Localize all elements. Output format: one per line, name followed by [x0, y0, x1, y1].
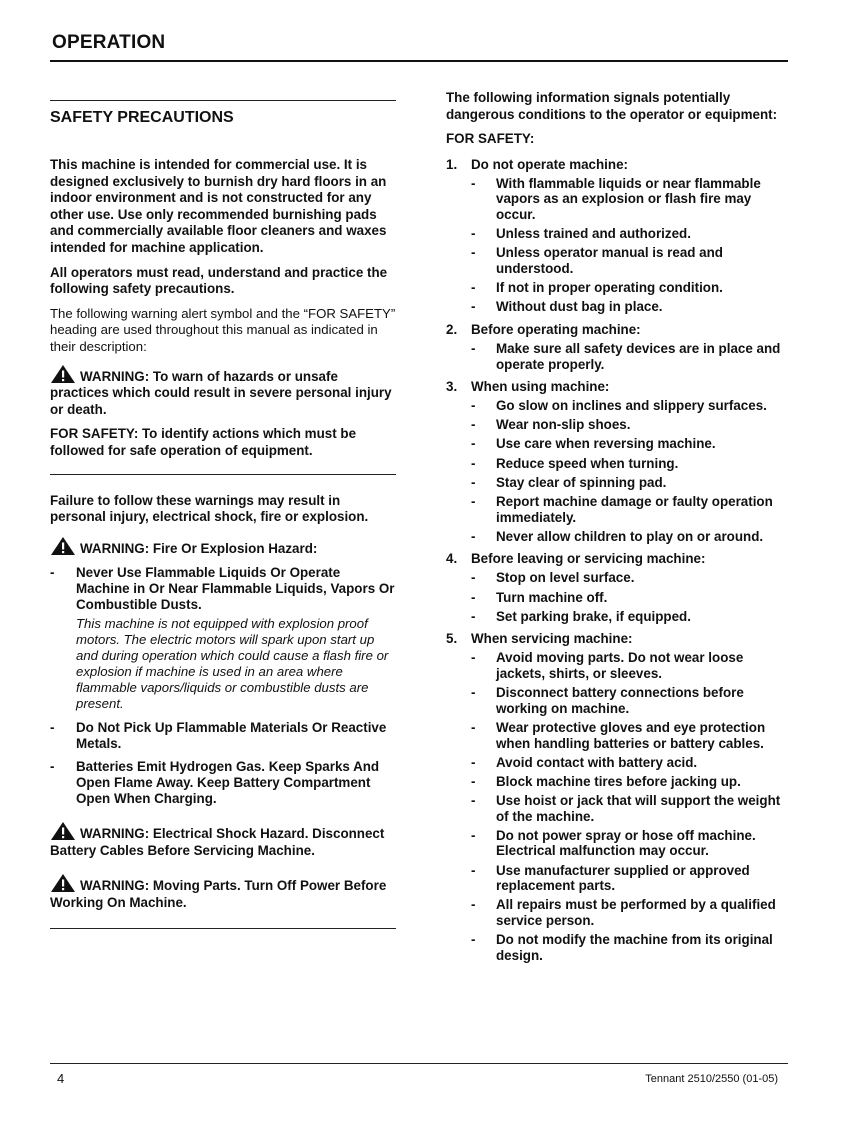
dash-marker: - [471, 175, 476, 191]
group-number: 2. [446, 321, 458, 337]
safety-sub-list [446, 398, 791, 544]
safety-item [471, 436, 791, 452]
dash-marker: - [471, 589, 476, 605]
group-title: When using machine: [471, 379, 610, 395]
safety-item [471, 417, 791, 433]
shock-warning-text: WARNING: Electrical Shock Hazard. Disconnect Battery Cables Before Servicing Machine. [50, 826, 385, 858]
group-number: 3. [446, 379, 458, 395]
safety-group [446, 322, 791, 372]
safety-sub-list [446, 341, 791, 372]
section-rule-bottom [50, 928, 396, 929]
safety-item-text: Without dust bag in place. [496, 299, 663, 315]
safety-item-text: Never allow children to play on or around. [496, 528, 764, 544]
intro-paragraph: This machine is intended for commercial use. It is designed exclusively to burnish dry hard floors in an indoor environment and is not constructed for any other use. Use only recommended burnishing pads and commercially available floor cleaners and waxes intended for machine application. [50, 157, 387, 255]
dash-marker: - [471, 685, 476, 701]
for-safety-definition: FOR SAFETY: To identify actions which must be followed for safe operation of equipment. [50, 426, 357, 458]
dash-marker: - [471, 827, 476, 843]
dash-marker: - [471, 455, 476, 471]
dash-marker: - [471, 570, 476, 586]
safety-item-text: With flammable liquids or near flammable vapors as an explosion or flash fire may occur. [496, 175, 761, 222]
group-title: Before leaving or servicing machine: [471, 551, 706, 567]
symbol-note: The following warning alert symbol and the “FOR SAFETY” heading are used throughout this manual as indicated in their description: [50, 305, 396, 354]
warning-definition-text: WARNING: To warn of hazards or unsafe practices which could result in severe personal injury or death. [50, 368, 392, 417]
fire-item-text: Do Not Pick Up Flammable Materials Or Reactive Metals. [76, 720, 387, 752]
warning-definition [50, 364, 396, 419]
safety-item [471, 590, 791, 606]
safety-item [471, 685, 791, 716]
safety-group-heading [446, 551, 791, 567]
safety-item [471, 245, 791, 276]
dash-marker: - [471, 417, 476, 433]
fire-item-text: Batteries Emit Hydrogen Gas. Keep Sparks And Open Flame Away. Keep Battery Compartment Open When Charging. [76, 759, 380, 807]
safety-item [471, 774, 791, 790]
safety-item-text: Use manufacturer supplied or approved replacement parts. [496, 862, 750, 894]
warning-triangle-icon [50, 364, 76, 384]
dash-marker: - [471, 474, 476, 490]
safety-sub-list [446, 176, 791, 315]
group-number: 1. [446, 156, 458, 172]
safety-item-text: Wear non‑slip shoes. [496, 417, 631, 433]
warning-triangle-icon [50, 821, 76, 841]
safety-sub-list [446, 650, 791, 963]
shock-warning [50, 821, 396, 859]
safety-group [446, 631, 791, 963]
group-number: 5. [446, 631, 458, 647]
dash-marker: - [471, 608, 476, 624]
safety-item [471, 755, 791, 771]
safety-item-text: Wear protective gloves and eye protection when handling batteries or battery cables. [496, 719, 766, 751]
dash-marker: - [471, 280, 476, 296]
left-column [50, 100, 396, 929]
fire-warning [50, 536, 396, 558]
dash-marker: - [50, 759, 55, 775]
group-title: Before operating machine: [471, 321, 641, 337]
safety-item-text: Avoid moving parts. Do not wear loose jackets, shirts, or sleeves. [496, 650, 744, 681]
safety-item [471, 720, 791, 751]
safety-item [471, 226, 791, 242]
safety-item-text: Block machine tires before jacking up. [496, 773, 741, 789]
safety-item-text: Unless operator manual is read and understood. [496, 245, 723, 276]
dash-marker: - [471, 754, 476, 770]
safety-group [446, 157, 791, 315]
dash-marker: - [471, 719, 476, 735]
safety-item [471, 863, 791, 894]
fire-note: This machine is not equipped with explosion proof motors. The electric motors will spark upon start up and during operation which could cause a flash fire or explosion if machine is used in an area where flammable vapors/liquids or combustible dusts are present. [76, 616, 389, 712]
fire-warning-text: WARNING: Fire Or Explosion Hazard: [80, 540, 318, 556]
group-title: Do not operate machine: [471, 156, 628, 172]
safety-item-text: Use care when reversing machine. [496, 436, 716, 452]
group-number: 4. [446, 551, 458, 567]
safety-item [471, 897, 791, 928]
footer-rule [50, 1063, 788, 1064]
safety-item-text: Use hoist or jack that will support the weight of the machine. [496, 793, 781, 824]
safety-item [471, 280, 791, 296]
dash-marker: - [50, 565, 55, 581]
safety-item [471, 176, 791, 223]
page-number: 4 [57, 1071, 65, 1086]
safety-item [471, 398, 791, 414]
operators-paragraph: All operators must read, understand and practice the following safety precautions. [50, 264, 388, 297]
safety-group-heading [446, 157, 791, 173]
moving-warning [50, 873, 396, 911]
safety-item [471, 609, 791, 625]
right-intro: The following information signals potentially dangerous conditions to the operator or equipment: [446, 90, 778, 122]
safety-item-text: If not in proper operating condition. [496, 280, 723, 296]
dash-marker: - [471, 299, 476, 315]
safety-list [446, 157, 791, 964]
safety-item [471, 529, 791, 545]
safety-item-text: Avoid contact with battery acid. [496, 754, 698, 770]
safety-item [471, 570, 791, 586]
safety-item-text: Reduce speed when turning. [496, 455, 679, 471]
safety-group-heading [446, 322, 791, 338]
group-title: When servicing machine: [471, 631, 633, 647]
safety-group [446, 551, 791, 624]
safety-item-text: Go slow on inclines and slippery surfaces. [496, 398, 767, 414]
warning-triangle-icon [50, 873, 76, 893]
for-safety-heading: FOR SAFETY: [446, 131, 535, 147]
dash-marker: - [471, 932, 476, 948]
dash-marker: - [471, 528, 476, 544]
safety-group-heading [446, 379, 791, 395]
header-rule [50, 60, 788, 62]
dash-marker: - [471, 897, 476, 913]
safety-item [471, 299, 791, 315]
safety-item-text: Stop on level surface. [496, 570, 635, 586]
fire-item [50, 565, 396, 613]
footer-document-id: Tennant 2510/2550 (01‑05) [645, 1073, 778, 1085]
section-rule-middle [50, 474, 396, 475]
dash-marker: - [471, 793, 476, 809]
safety-item [471, 650, 791, 681]
safety-item [471, 494, 791, 525]
safety-item-text: Stay clear of spinning pad. [496, 474, 667, 490]
dash-marker: - [471, 773, 476, 789]
safety-item [471, 475, 791, 491]
safety-item-text: Turn machine off. [496, 589, 608, 605]
safety-item-text: Set parking brake, if equipped. [496, 608, 691, 624]
section-rule-top [50, 100, 396, 101]
dash-marker: - [471, 862, 476, 878]
moving-warning-text: WARNING: Moving Parts. Turn Off Power Before Working On Machine. [50, 878, 387, 911]
dash-marker: - [471, 245, 476, 261]
safety-item-text: Do not power spray or hose off machine. Electrical malfunction may occur. [496, 827, 756, 859]
right-column [446, 90, 791, 970]
dash-marker: - [471, 494, 476, 510]
safety-item [471, 932, 791, 963]
safety-item-text: Do not modify the machine from its original design. [496, 932, 773, 963]
dash-marker: - [471, 226, 476, 242]
fire-item [50, 720, 396, 752]
safety-group-heading [446, 631, 791, 647]
safety-item-text: Disconnect battery connections before working on machine. [496, 685, 744, 716]
fire-item-text: Never Use Flammable Liquids Or Operate Machine in Or Near Flammable Liquids, Vapors Or Combustible Dusts. [76, 565, 395, 613]
dash-marker: - [471, 398, 476, 414]
page-header-title: OPERATION [52, 32, 166, 53]
safety-sub-list [446, 570, 791, 624]
dash-marker: - [471, 340, 476, 356]
safety-item [471, 341, 791, 372]
safety-item [471, 828, 791, 859]
failure-paragraph: Failure to follow these warnings may result in personal injury, electrical shock, fire or explosion. [50, 492, 369, 525]
dash-marker: - [471, 436, 476, 452]
safety-item-text: Unless trained and authorized. [496, 226, 691, 242]
dash-marker: - [471, 650, 476, 666]
warning-triangle-icon [50, 536, 76, 556]
safety-group [446, 379, 791, 544]
safety-item [471, 456, 791, 472]
safety-item-text: Report machine damage or faulty operation immediately. [496, 494, 773, 525]
dash-marker: - [50, 720, 55, 736]
safety-item-text: All repairs must be performed by a qualified service person. [496, 897, 776, 929]
safety-item-text: Make sure all safety devices are in place and operate properly. [496, 340, 781, 372]
safety-item [471, 793, 791, 824]
fire-item [50, 759, 396, 807]
section-title: SAFETY PRECAUTIONS [50, 109, 234, 126]
